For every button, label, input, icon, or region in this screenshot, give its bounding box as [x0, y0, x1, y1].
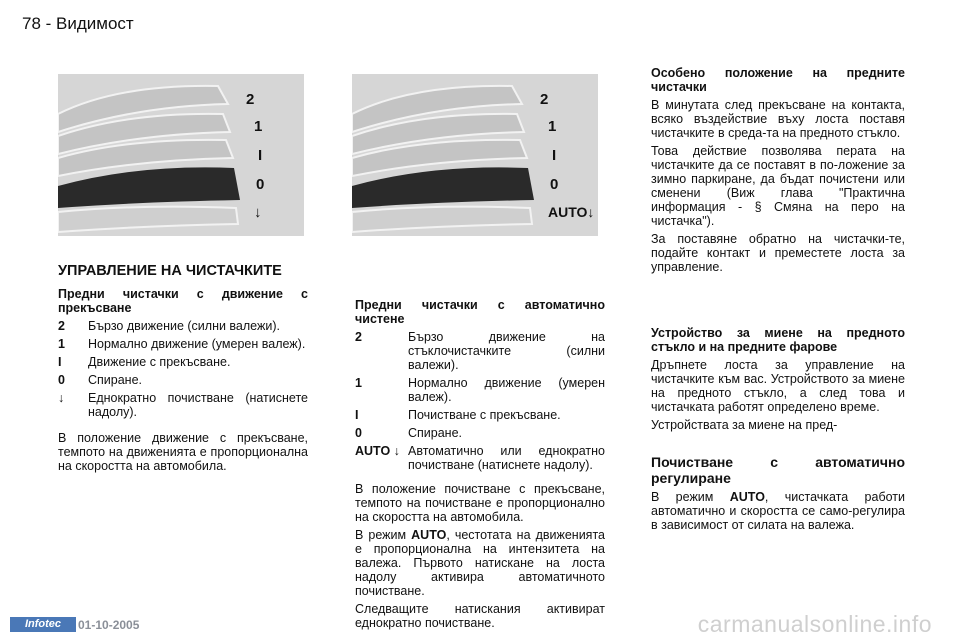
item-text: Бързо движение на стъклочистачките (силни валежи).	[408, 330, 605, 372]
item-key: I	[58, 355, 62, 369]
section-title: Устройство за миене на предното стъкло и на предните фарове	[651, 326, 905, 354]
item-text: Нормално движение (умерен валеж).	[408, 376, 605, 404]
paragraph: Следващите натискания активират еднократно почистване.	[355, 602, 605, 630]
paragraph: В положение почистване с прекъсване, темпото на почистване е пропорционално на скоростта на автомобила.	[355, 482, 605, 524]
list-item	[58, 391, 308, 419]
wiper-stalk-drawing	[352, 74, 598, 236]
list-item	[355, 444, 605, 472]
list-item	[58, 319, 308, 333]
section-title: Почистване с автоматично регулиране	[651, 454, 905, 486]
section-subtitle: Предни чистачки с движение с прекъсване	[58, 287, 308, 315]
list-item	[355, 330, 605, 372]
auto-keyword: AUTO	[729, 490, 765, 504]
item-key: 2	[355, 330, 362, 344]
item-key: ↓	[58, 391, 65, 405]
fig1-label-0: 0	[256, 176, 265, 193]
page-title: 78 - Видимост	[22, 14, 134, 33]
wiper-stalk-illustration-1	[58, 74, 304, 236]
item-key: 0	[355, 426, 362, 440]
fig1-label-down: ↓	[254, 204, 262, 221]
footer-date: 01-10-2005	[78, 618, 140, 632]
item-text: Почистване с прекъсване.	[408, 408, 561, 422]
item-text: Еднократно почистване (натиснете надолу).	[88, 391, 308, 419]
fig2-label-I: I	[552, 147, 557, 164]
fig2-label-1: 1	[548, 118, 557, 135]
fig1-label-2: 2	[246, 91, 255, 108]
column-3	[651, 66, 905, 536]
paragraph-auto	[651, 490, 905, 532]
infotec-logo: Infotec	[10, 617, 76, 632]
wiper-stalk-drawing	[58, 74, 304, 236]
section-subtitle: Предни чистачки с автоматично чистене	[355, 298, 605, 326]
fig2-label-auto: AUTO↓	[548, 204, 595, 220]
paragraph: Това действие позволява перата на чистачките да се поставят в по-ложение за зимно паркиране, да бъдат почистени или сменени (Виж глава "Практична информация - § Смяна на перо на чистачка").	[651, 144, 905, 228]
column-2	[355, 298, 605, 634]
list-item	[58, 337, 308, 351]
paragraph: В минутата след прекъсване на контакта, всяко въздействие въху лоста поставя чистачките в среда-та на предното стъкло.	[651, 98, 905, 140]
list-item	[58, 373, 308, 387]
item-key: I	[355, 408, 359, 422]
text: В режим	[651, 490, 714, 504]
section-title: Особено положение на предните чистачки	[651, 66, 905, 94]
column-1	[58, 263, 308, 477]
fig2-label-0: 0	[550, 176, 559, 193]
fig1-label-I: I	[258, 147, 263, 164]
item-text: Спиране.	[408, 426, 463, 440]
definition-list	[58, 319, 308, 419]
item-key: 2	[58, 319, 65, 333]
list-item	[355, 376, 605, 404]
paragraph: Устройствата за миене на пред-	[651, 418, 838, 432]
item-key: 1	[58, 337, 65, 351]
item-key: 0	[58, 373, 65, 387]
fig2-label-2: 2	[540, 91, 549, 108]
list-item	[355, 408, 605, 422]
item-text: Спиране.	[88, 373, 143, 387]
list-item	[355, 426, 605, 440]
text: , чистачката работи автоматично и скоростта се само-регулира в зависимост от силата на валежа.	[651, 490, 905, 532]
definition-list	[355, 330, 605, 472]
paragraph: В положение движение с прекъсване, темпото на движенията е пропорционална на скоростта на автомобила.	[58, 431, 308, 473]
text: , честотата на движенията е пропорционална на интензитета на валежа. Първото натискане на лоста надолу активира автоматичното почистване.	[355, 528, 605, 598]
item-key: AUTO ↓	[355, 444, 400, 458]
item-key: 1	[355, 376, 362, 390]
item-text: Движение с прекъсване.	[88, 355, 231, 369]
section-title: УПРАВЛЕНИЕ НА ЧИСТАЧКИТЕ	[58, 263, 282, 279]
watermark: carmanualsonline.info	[697, 611, 932, 637]
wiper-stalk-illustration-2	[352, 74, 598, 236]
item-text: Бързо движение (силни валежи).	[88, 319, 280, 333]
paragraph: За поставяне обратно на чистачки-те, подайте контакт и преместете лоста за управление.	[651, 232, 905, 274]
paragraph: Дръпнете лоста за управление на чистачките към вас. Устройството за миене на предното стъкло, а след това и чистачката работят определено време.	[651, 358, 905, 414]
paragraph-auto	[355, 528, 605, 598]
item-text: Нормално движение (умерен валеж).	[88, 337, 306, 351]
list-item	[58, 355, 308, 369]
text: В режим	[355, 528, 407, 542]
auto-keyword: AUTO	[411, 528, 447, 542]
item-text: Автоматично или еднократно почистване (натиснете надолу).	[408, 444, 605, 472]
fig1-label-1: 1	[254, 118, 263, 135]
